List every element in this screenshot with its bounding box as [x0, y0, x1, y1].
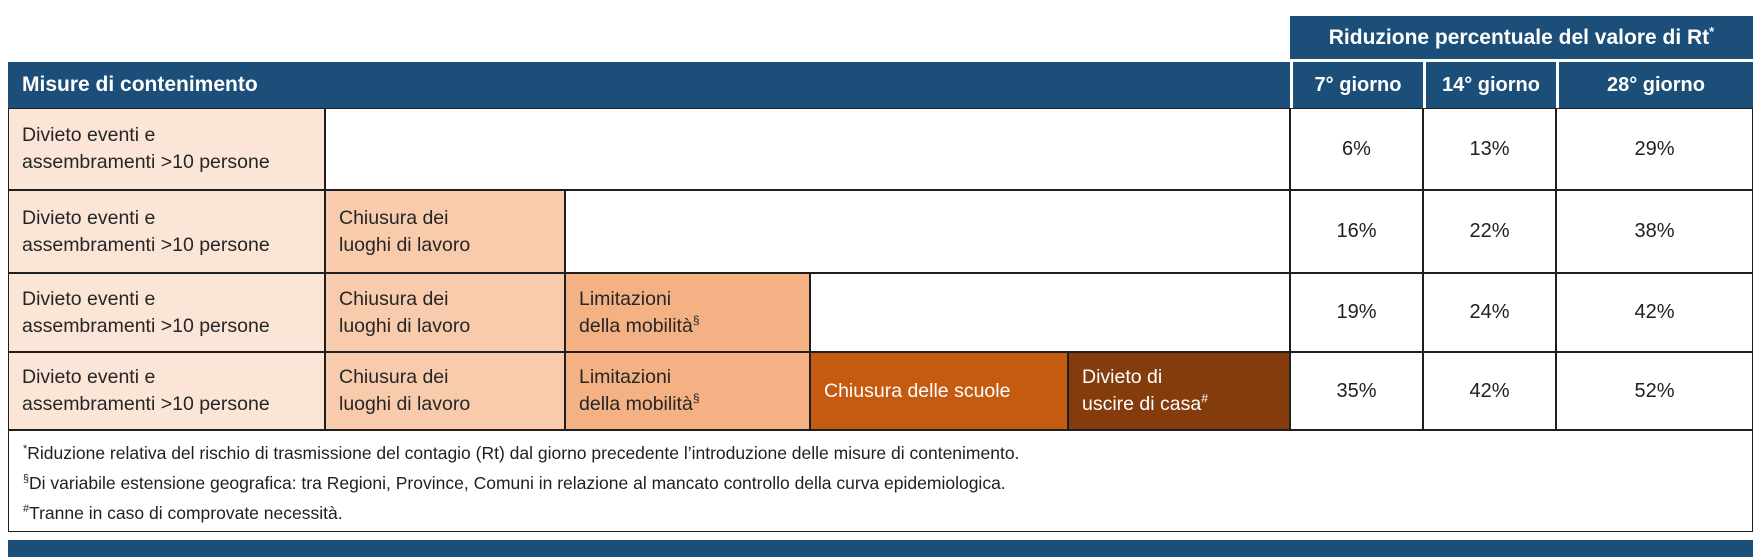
measure-line: Chiusura delle scuole: [824, 379, 1011, 402]
measure-line: Limitazioni: [579, 366, 672, 388]
value-r4-day14: 42%: [1423, 352, 1556, 430]
day-header-14-label: 14° giorno: [1441, 73, 1540, 96]
measure-line: Divieto eventi e: [22, 287, 156, 310]
measure-line: assembramenti >10 persone: [22, 233, 270, 256]
measure-line: uscire di casa#: [1082, 391, 1208, 415]
cell-r3-workplace-closure: [325, 273, 565, 352]
cell-r4-workplace-closure: [325, 352, 565, 430]
section-mark: §: [692, 391, 700, 406]
measure-line: luoghi di lavoro: [339, 393, 471, 415]
cell-r2-empty: [565, 190, 1290, 273]
value-r3-day7: 19%: [1290, 273, 1423, 352]
cell-r1-empty: [325, 108, 1290, 190]
measures-header: [8, 62, 1290, 108]
value-r3-day14: 24%: [1423, 273, 1556, 352]
rt-reduction-title: Riduzione percentuale del valore di Rt*: [1328, 23, 1715, 49]
day-header-7-label: 7° giorno: [1314, 73, 1402, 96]
cell-r3-events-ban: [8, 273, 325, 352]
measure-line: della mobilità§: [579, 391, 700, 415]
hash-mark: #: [23, 503, 30, 516]
measure-line: Divieto eventi e: [22, 366, 156, 388]
measure-line: luoghi di lavoro: [339, 233, 471, 256]
hash-mark: #: [1201, 391, 1208, 406]
measure-line: Limitazioni: [579, 287, 672, 310]
section-mark: §: [23, 473, 30, 486]
cell-r2-events-ban: [8, 190, 325, 273]
value-r3-day28: 42%: [1556, 273, 1753, 352]
asterisk-mark: *: [23, 443, 28, 456]
value-r1-day28: 29%: [1556, 108, 1753, 190]
value-r2-day14: 22%: [1423, 190, 1556, 273]
measure-line: Divieto eventi e: [22, 124, 156, 146]
value-r2-day7: 16%: [1290, 190, 1423, 273]
measure-line: Chiusura dei: [339, 287, 449, 310]
measure-line: luoghi di lavoro: [339, 314, 471, 337]
day-header-28-label: 28° giorno: [1606, 73, 1705, 96]
value-r4-day7: 35%: [1290, 352, 1423, 430]
measure-line: assembramenti >10 persone: [22, 314, 270, 337]
measure-line: della mobilità§: [579, 313, 700, 337]
rt-reduction-header: [1290, 16, 1753, 62]
value-r2-day28: 38%: [1556, 190, 1753, 273]
measure-line: Divieto eventi e: [22, 206, 156, 229]
bottom-accent-bar: [8, 540, 1753, 557]
value-r1-day7: 6%: [1290, 108, 1423, 190]
cell-r2-workplace-closure: [325, 190, 565, 273]
day-header-7: [1290, 62, 1423, 108]
cell-r3-empty: [810, 273, 1290, 352]
measure-line: Chiusura dei: [339, 206, 449, 229]
footnote-necessity: #Tranne in caso di comprovate necessità.: [23, 503, 343, 523]
cell-r1-events-ban: [8, 108, 325, 190]
measure-line: assembramenti >10 persone: [22, 151, 270, 173]
rt-asterisk: *: [1709, 23, 1715, 39]
footnotes-box: [8, 430, 1753, 532]
cell-r4-mobility-limits: [565, 352, 810, 430]
footnote-geo: §Di variabile estensione geografica: tra Regioni, Province, Comuni in relazione al mancato controllo della curva epidemiologica.: [23, 473, 1006, 493]
footnote-rt: *Riduzione relativa del rischio di trasmissione del contagio (Rt) dal giorno precedente l’introduzione delle misure di contenimento.: [23, 443, 1020, 463]
cell-r4-stay-home: [1068, 352, 1290, 430]
measures-header-label: Misure di contenimento: [22, 73, 258, 96]
value-r4-day28: 52%: [1556, 352, 1753, 430]
section-mark: §: [692, 313, 700, 327]
measure-line: Chiusura dei: [339, 366, 449, 388]
value-r1-day14: 13%: [1423, 108, 1556, 190]
day-header-14: [1423, 62, 1556, 108]
measure-line: assembramenti >10 persone: [22, 393, 270, 415]
measure-line: Divieto di: [1082, 366, 1163, 388]
day-header-28: [1556, 62, 1753, 108]
cell-r4-events-ban: [8, 352, 325, 430]
cell-r3-mobility-limits: [565, 273, 810, 352]
cell-r4-school-closure: [810, 352, 1068, 430]
